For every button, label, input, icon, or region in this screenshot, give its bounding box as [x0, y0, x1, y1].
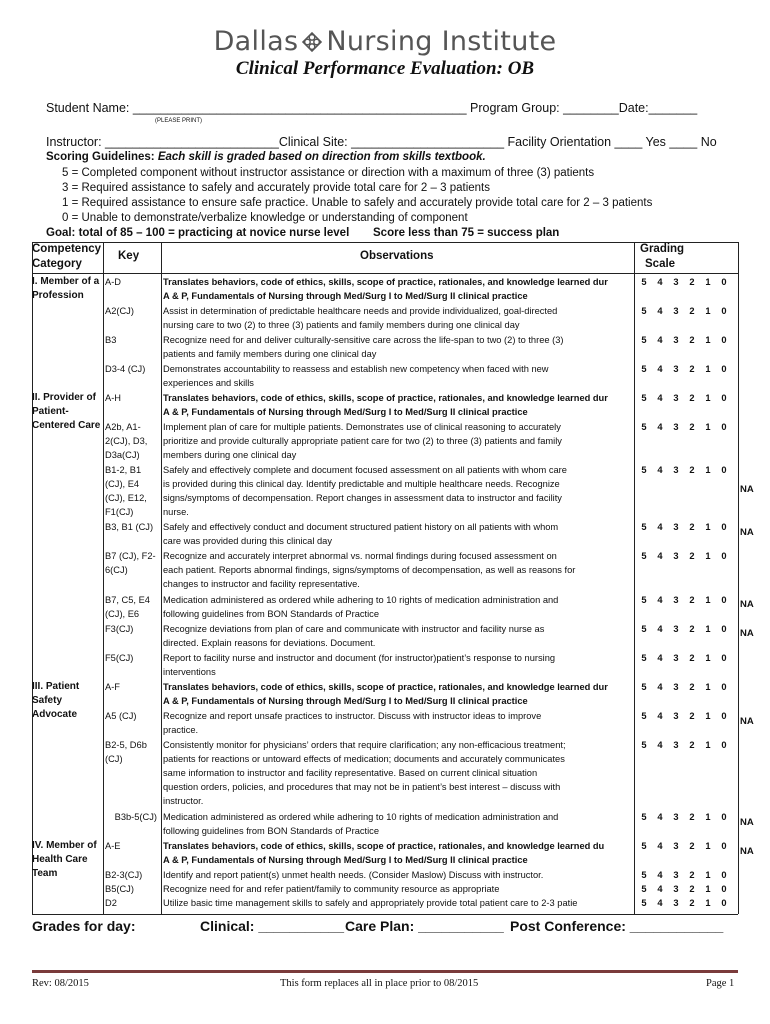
skill-key: B7 (CJ), F2-6(CJ): [105, 551, 156, 575]
na-option[interactable]: NA: [740, 628, 754, 639]
instructor-line: Instructor: _________________________Clinical Site: ______________________ Facility Orientation ____ Yes ____ No: [46, 135, 717, 149]
observation-line: following guidelines from BON Standards of Practice: [163, 826, 379, 836]
header-category: Category: [32, 258, 82, 270]
grading-scale: [636, 304, 732, 318]
observation-line: directed. Explain reasons for deviations. Document.: [163, 638, 376, 648]
observation-text: [163, 275, 635, 303]
table-header-border: [32, 273, 738, 274]
score-option[interactable]: 5: [641, 812, 647, 822]
score-option[interactable]: 2: [689, 812, 695, 822]
observation-line: Recognize and report unsafe practices to instructor. Discuss with instructor ideas to improve: [163, 711, 542, 721]
score-option[interactable]: 2: [689, 624, 695, 634]
na-option[interactable]: NA: [740, 599, 754, 610]
observation-text: [163, 362, 635, 390]
observation-text: [163, 622, 635, 650]
na-option[interactable]: NA: [740, 817, 754, 828]
observation-text: [163, 738, 635, 808]
care-plan-grade: Care Plan: ___________: [345, 918, 504, 934]
score-option[interactable]: 4: [657, 898, 663, 908]
observation-line: Medication administered as ordered while adhering to 10 rights of medication administration and: [163, 595, 559, 605]
score-option[interactable]: 0: [721, 841, 727, 851]
score-option[interactable]: 2: [689, 740, 695, 750]
na-option[interactable]: NA: [740, 846, 754, 857]
score-option[interactable]: 4: [657, 306, 663, 316]
score-option[interactable]: 0: [721, 682, 727, 692]
score-option[interactable]: 4: [657, 682, 663, 692]
score-option[interactable]: 5: [641, 595, 647, 605]
observation-line: Translates behaviors, code of ethics, skills, scope of practice, rationales, and knowledge learned dur: [163, 277, 608, 287]
please-print-note: (PLEASE PRINT): [155, 118, 203, 124]
observation-line: members during one clinical day: [163, 450, 297, 460]
observation-text: [163, 810, 635, 838]
skill-key: D2: [105, 898, 117, 908]
observation-line: Recognize need for and deliver culturally-sensitive care across the life-span to two (2) to three (3): [163, 335, 564, 345]
skill-key: B3b-5(CJ): [114, 812, 157, 822]
score-option[interactable]: 0: [721, 393, 727, 403]
score-option[interactable]: 3: [673, 422, 679, 432]
observation-line: Implement plan of care for multiple patients. Demonstrates use of clinical reasoning to accurately: [163, 422, 561, 432]
scoring-line-5: 5 = Completed component without instructor assistance or direction with a maximum of three (3) patients: [62, 167, 595, 179]
competency-category: II. Provider of Patient-Centered Care: [32, 392, 101, 431]
score-option[interactable]: 5: [641, 306, 647, 316]
score-option[interactable]: 1: [705, 740, 711, 750]
score-option[interactable]: 2: [689, 841, 695, 851]
column-divider-key: [103, 242, 104, 914]
skill-key: B3, B1 (CJ): [105, 522, 154, 532]
observation-line: Safely and effectively complete and document focused assessment on all patients with whom care: [163, 465, 567, 475]
observation-line: instructor.: [163, 796, 204, 806]
observation-text: [163, 463, 635, 519]
skill-key: B2-5, D6b (CJ): [105, 740, 147, 764]
score-option[interactable]: 2: [689, 682, 695, 692]
skill-key: A2(CJ): [105, 306, 134, 316]
score-option[interactable]: 2: [689, 422, 695, 432]
score-option[interactable]: 2: [689, 364, 695, 374]
score-option[interactable]: 3: [673, 465, 679, 475]
score-option[interactable]: 2: [689, 306, 695, 316]
score-option[interactable]: 1: [705, 682, 711, 692]
observation-line: prioritize and provide culturally appropriate patient care for two (2) to three (3) patients and family: [163, 436, 562, 446]
score-option[interactable]: 2: [689, 393, 695, 403]
score-option[interactable]: 4: [657, 364, 663, 374]
score-option[interactable]: 1: [705, 841, 711, 851]
score-option[interactable]: 0: [721, 711, 727, 721]
goal-line: Goal: total of 85 – 100 = practicing at novice nurse level: [46, 227, 350, 239]
skill-key: A-H: [105, 393, 122, 403]
observation-line: nursing care to two (2) to three (3) patients and family members during one clinical day: [163, 320, 520, 330]
column-divider-obs: [161, 242, 162, 914]
score-option[interactable]: 4: [657, 841, 663, 851]
header-observations: Observations: [360, 250, 434, 262]
table-bottom-border: [32, 914, 738, 915]
score-option[interactable]: 3: [673, 841, 679, 851]
score-option[interactable]: 3: [673, 740, 679, 750]
form-replace-note: This form replaces all in place prior to 08/2015: [280, 978, 479, 989]
observation-line: same information to instructor and facility representative. Based on current clinical situation: [163, 768, 538, 778]
skill-key: D3-4 (CJ): [105, 364, 146, 374]
skill-key: A-F: [105, 682, 120, 692]
grading-scale: [636, 896, 732, 910]
score-option[interactable]: 1: [705, 522, 711, 532]
observation-line: Medication administered as ordered while adhering to 10 rights of medication administration and: [163, 812, 559, 822]
score-option[interactable]: 1: [705, 711, 711, 721]
score-option[interactable]: 0: [721, 884, 727, 894]
grading-scale: [636, 333, 732, 347]
skill-key: B1-2, B1 (CJ), E4 (CJ), E12, F1(CJ): [105, 465, 147, 517]
post-conference-grade: Post Conference: ____________: [510, 918, 724, 934]
score-option[interactable]: 4: [657, 393, 663, 403]
score-option[interactable]: 5: [641, 870, 647, 880]
score-option[interactable]: 3: [673, 522, 679, 532]
observation-line: Recognize and accurately interpret abnormal vs. normal findings during focused assessment on: [163, 551, 557, 561]
score-option[interactable]: 0: [721, 522, 727, 532]
clinical-grade: Clinical: ___________: [200, 918, 344, 934]
grading-scale: [636, 651, 732, 665]
observation-line: A & P, Fundamentals of Nursing through Med/Surg I to Med/Surg II clinical practice: [163, 291, 528, 301]
score-option[interactable]: 4: [657, 740, 663, 750]
na-option[interactable]: NA: [740, 527, 754, 538]
observation-line: Recognize need for and refer patient/family to community resource as appropriate: [163, 884, 500, 894]
score-option[interactable]: 1: [705, 898, 711, 908]
observation-line: patients and family members during one clinical day: [163, 349, 377, 359]
scoring-line-1: 1 = Required assistance to ensure safe practice. Unable to safely and accurately provide total care for 2 – 3 patients: [62, 197, 653, 209]
grading-scale: [636, 593, 732, 607]
score-option[interactable]: 0: [721, 595, 727, 605]
score-option[interactable]: 4: [657, 595, 663, 605]
score-option[interactable]: 3: [673, 653, 679, 663]
logo-text-left: Dallas: [213, 26, 299, 57]
header-grading: Grading: [640, 243, 685, 255]
score-option[interactable]: 5: [641, 335, 647, 345]
score-option[interactable]: 3: [673, 551, 679, 561]
observation-line: Utilize basic time management skills to safely and appropriately provide total patient care to 2-3 patie: [163, 898, 578, 908]
score-option[interactable]: 1: [705, 465, 711, 475]
student-name-line: Student Name: ________________________________________________ Program Group: ________Date:_______: [46, 101, 698, 115]
score-option[interactable]: 4: [657, 422, 663, 432]
observation-line: Assist in determination of predictable healthcare needs and provide individualized, goal-directed: [163, 306, 558, 316]
score-option[interactable]: 3: [673, 335, 679, 345]
table-right-border: [738, 242, 739, 914]
skill-key: B2-3(CJ): [105, 870, 143, 880]
grading-scale: [636, 622, 732, 636]
observation-line: Report to facility nurse and instructor and document (for instructor)patient’s response to nursing: [163, 653, 556, 663]
score-option[interactable]: 3: [673, 595, 679, 605]
score-option[interactable]: 4: [657, 335, 663, 345]
score-option[interactable]: 1: [705, 364, 711, 374]
score-option[interactable]: 2: [689, 335, 695, 345]
skill-key: F3(CJ): [105, 624, 134, 634]
score-option[interactable]: 5: [641, 898, 647, 908]
table-top-border: [32, 242, 738, 243]
grading-scale: [636, 810, 732, 824]
score-option[interactable]: 3: [673, 624, 679, 634]
score-option[interactable]: 1: [705, 551, 711, 561]
observation-text: [163, 333, 635, 361]
scoring-line-0: 0 = Unable to demonstrate/verbalize knowledge or understanding of component: [62, 212, 468, 224]
skill-key: B7, C5, E4 (CJ), E6: [105, 595, 150, 619]
observation-line: Identify and report patient(s) unmet health needs. (Consider Maslow) Discuss with instructor.: [163, 870, 544, 880]
score-option[interactable]: 4: [657, 277, 663, 287]
observation-line: following guidelines from BON Standards of Practice: [163, 609, 379, 619]
score-option[interactable]: 4: [657, 884, 663, 894]
score-option[interactable]: 3: [673, 812, 679, 822]
observation-text: [163, 304, 635, 332]
observation-line: Demonstrates accountability to reassess and establish new competency when faced with new: [163, 364, 549, 374]
score-option[interactable]: 0: [721, 870, 727, 880]
observation-line: Safely and effectively conduct and document structured patient history on all patients with whom: [163, 522, 559, 532]
observation-text: [163, 680, 635, 708]
score-option[interactable]: 1: [705, 653, 711, 663]
observation-text: [163, 593, 635, 621]
observation-text: [163, 709, 635, 737]
score-option[interactable]: 1: [705, 595, 711, 605]
score-option[interactable]: 4: [657, 624, 663, 634]
skill-key: A-D: [105, 277, 122, 287]
grading-scale: [636, 868, 732, 882]
score-option[interactable]: 4: [657, 551, 663, 561]
score-option[interactable]: 2: [689, 884, 695, 894]
observation-text: [163, 549, 635, 591]
observation-text: [163, 520, 635, 548]
score-option[interactable]: 0: [721, 624, 727, 634]
na-option[interactable]: NA: [740, 484, 754, 495]
score-option[interactable]: 1: [705, 812, 711, 822]
score-option[interactable]: 1: [705, 335, 711, 345]
score-option[interactable]: 3: [673, 393, 679, 403]
score-option[interactable]: 4: [657, 711, 663, 721]
score-option[interactable]: 2: [689, 465, 695, 475]
score-option[interactable]: 3: [673, 870, 679, 880]
header-key: Key: [118, 250, 140, 262]
skill-key: A2b, A1-2(CJ), D3, D3a(CJ): [105, 422, 148, 460]
score-option[interactable]: 5: [641, 551, 647, 561]
competency-category: I. Member of a Profession: [32, 276, 100, 301]
score-option[interactable]: 3: [673, 711, 679, 721]
grading-scale: [636, 882, 732, 896]
score-option[interactable]: 5: [641, 711, 647, 721]
observation-line: Translates behaviors, code of ethics, skills, scope of practice, rationales, and knowledge learned dur: [163, 393, 608, 403]
observation-line: is provided during this clinical day. Identify predictable and multiple healthcare needs. Recognize: [163, 479, 560, 489]
score-option[interactable]: 1: [705, 870, 711, 880]
observation-line: Recognize deviations from plan of care and communicate with instructor and facility nurse as: [163, 624, 545, 634]
score-option[interactable]: 0: [721, 335, 727, 345]
score-option[interactable]: 2: [689, 277, 695, 287]
observation-line: A & P, Fundamentals of Nursing through Med/Surg I to Med/Surg II clinical practice: [163, 855, 528, 865]
scoring-line-3: 3 = Required assistance to safely and accurately provide total care for 2 – 3 patients: [62, 182, 490, 194]
score-option[interactable]: 2: [689, 522, 695, 532]
grading-scale: [636, 738, 732, 752]
score-option[interactable]: 5: [641, 422, 647, 432]
score-option[interactable]: 0: [721, 277, 727, 287]
grading-scale: [636, 549, 732, 563]
score-option[interactable]: 0: [721, 422, 727, 432]
score-option[interactable]: 4: [657, 653, 663, 663]
observation-line: practice.: [163, 725, 199, 735]
observation-line: care was provided during this clinical day: [163, 536, 332, 546]
observation-text: [163, 839, 635, 867]
grading-scale: [636, 463, 732, 477]
score-option[interactable]: 1: [705, 393, 711, 403]
score-option[interactable]: 5: [641, 364, 647, 374]
observation-line: interventions: [163, 667, 216, 677]
competency-category: IV. Member of Health Care Team: [32, 840, 97, 879]
institute-logo: [0, 26, 770, 57]
score-option[interactable]: 5: [641, 277, 647, 287]
revision-date: Rev: 08/2015: [32, 978, 89, 989]
score-option[interactable]: 1: [705, 624, 711, 634]
observation-line: signs/symptoms of decompensation. Report changes in assessment data to instructor and facility: [163, 493, 562, 503]
scoring-subtitle: Each skill is graded based on direction from skills textbook.: [157, 151, 486, 163]
score-option[interactable]: 5: [641, 393, 647, 403]
score-option[interactable]: 2: [689, 595, 695, 605]
skill-key: A5 (CJ): [105, 711, 137, 721]
table-left-border: [32, 242, 33, 914]
observation-text: [163, 391, 635, 419]
grading-scale: [636, 362, 732, 376]
score-option[interactable]: 1: [705, 422, 711, 432]
grading-scale: [636, 520, 732, 534]
score-option[interactable]: 0: [721, 653, 727, 663]
score-option[interactable]: 3: [673, 682, 679, 692]
scoring-guidelines: [46, 151, 486, 163]
score-option[interactable]: 3: [673, 898, 679, 908]
score-option[interactable]: 1: [705, 277, 711, 287]
score-option[interactable]: 0: [721, 465, 727, 475]
observation-text: [163, 868, 635, 882]
score-option[interactable]: 3: [673, 364, 679, 374]
diamond-knot-icon: [301, 31, 323, 53]
score-option[interactable]: 5: [641, 682, 647, 692]
score-option[interactable]: 1: [705, 884, 711, 894]
observation-line: Consistently monitor for physicians’ orders that require clarification; any non-efficacious treatment;: [163, 740, 566, 750]
score-option[interactable]: 0: [721, 898, 727, 908]
score-option[interactable]: 3: [673, 884, 679, 894]
skill-key: F5(CJ): [105, 653, 134, 663]
score-option[interactable]: 0: [721, 812, 727, 822]
score-option[interactable]: 5: [641, 624, 647, 634]
footer-divider: [32, 970, 738, 973]
observation-text: [163, 896, 635, 910]
score-option[interactable]: 1: [705, 306, 711, 316]
grading-scale: [636, 391, 732, 405]
score-option[interactable]: 5: [641, 522, 647, 532]
na-option[interactable]: NA: [740, 716, 754, 727]
score-option[interactable]: 5: [641, 884, 647, 894]
score-option[interactable]: 4: [657, 465, 663, 475]
observation-line: each patient. Reports abnormal findings, signs/symptoms of decompensation, as well as reasons for: [163, 565, 576, 575]
score-option[interactable]: 4: [657, 870, 663, 880]
grading-scale: [636, 839, 732, 853]
scoring-title: Scoring Guidelines:: [46, 151, 155, 163]
observation-line: Translates behaviors, code of ethics, skills, scope of practice, rationales, and knowledge learned dur: [163, 682, 608, 692]
success-line: Score less than 75 = success plan: [373, 227, 560, 239]
header-competency: Competency: [32, 243, 102, 255]
score-option[interactable]: 0: [721, 364, 727, 374]
grading-scale: [636, 420, 732, 434]
score-option[interactable]: 2: [689, 653, 695, 663]
observation-line: question orders, policies, and procedures that may not be in patient’s best interest – discuss with: [163, 782, 561, 792]
grades-label: Grades for day:: [32, 918, 136, 934]
observation-line: A & P, Fundamentals of Nursing through Med/Surg I to Med/Surg II clinical practice: [163, 696, 528, 706]
score-option[interactable]: 0: [721, 306, 727, 316]
grading-scale: [636, 275, 732, 289]
page-number: Page 1: [706, 978, 735, 989]
score-option[interactable]: 5: [641, 740, 647, 750]
observation-text: [163, 651, 635, 679]
score-option[interactable]: 2: [689, 551, 695, 561]
skill-key: B3: [105, 335, 117, 345]
score-option[interactable]: 5: [641, 653, 647, 663]
observation-line: experiences and skills: [163, 378, 254, 388]
grading-scale: [636, 709, 732, 723]
score-option[interactable]: 0: [721, 740, 727, 750]
skill-key: A-E: [105, 841, 121, 851]
score-option[interactable]: 3: [673, 306, 679, 316]
observation-line: changes to instructor and facility representative.: [163, 579, 360, 589]
observation-line: patients for reactions or untoward effects of medication; documents and accurately communicates: [163, 754, 565, 764]
score-option[interactable]: 0: [721, 551, 727, 561]
observation-text: [163, 882, 635, 896]
skill-key: B5(CJ): [105, 884, 134, 894]
grading-scale: [636, 680, 732, 694]
observation-line: A & P, Fundamentals of Nursing through Med/Surg I to Med/Surg II clinical practice: [163, 407, 528, 417]
score-option[interactable]: 2: [689, 711, 695, 721]
observation-line: Translates behaviors, code of ethics, skills, scope of practice, rationales, and knowledge learned du: [163, 841, 605, 851]
score-option[interactable]: 3: [673, 277, 679, 287]
observation-text: [163, 420, 635, 462]
score-option[interactable]: 4: [657, 522, 663, 532]
score-option[interactable]: 2: [689, 870, 695, 880]
score-option[interactable]: 4: [657, 812, 663, 822]
observation-line: nurse.: [163, 507, 189, 517]
competency-category: III. Patient Safety Advocate: [32, 681, 80, 720]
score-option[interactable]: 5: [641, 841, 647, 851]
header-scale: Scale: [645, 258, 676, 270]
form-title: Clinical Performance Evaluation: OB: [235, 58, 535, 79]
score-option[interactable]: 5: [641, 465, 647, 475]
score-option[interactable]: 2: [689, 898, 695, 908]
logo-text-right: Nursing Institute: [326, 26, 557, 57]
